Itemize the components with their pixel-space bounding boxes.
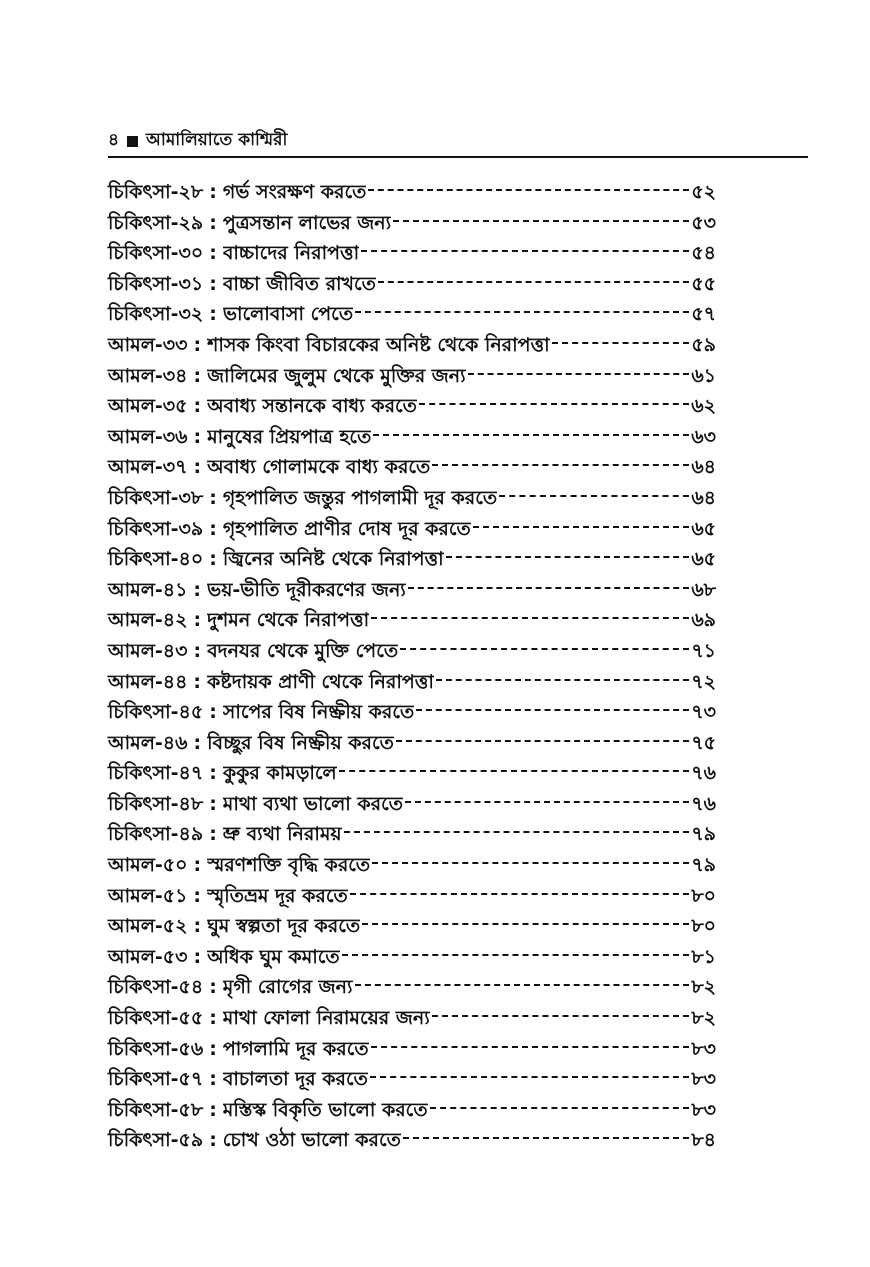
toc-entry-page: ৭৩ <box>691 701 716 724</box>
toc-entry-page: ৬৫ <box>691 548 716 571</box>
toc-entry-label: চিকিৎসা-৫৭ <box>108 1068 204 1091</box>
toc-entry-label: আমল-৪১ <box>108 578 188 601</box>
toc-separator: : <box>209 303 217 326</box>
toc-entry-page: ৭৯ <box>691 854 716 877</box>
toc-entry-title: মস্তিস্ক বিকৃতি ভালো করতে <box>222 1098 428 1121</box>
toc-entry-title: অধিক ঘুম কমাতে <box>207 945 340 968</box>
toc-separator: : <box>193 854 202 877</box>
toc-entry-title: কষ্টদায়ক প্রাণী থেকে নিরাপত্তা <box>207 670 434 693</box>
toc-entry <box>108 423 716 454</box>
toc-separator: : <box>209 242 217 265</box>
toc-entry <box>108 331 716 362</box>
toc-entry <box>108 239 716 270</box>
toc-entry-page: ৭৬ <box>691 792 716 815</box>
toc-entry-page: ৬৪ <box>691 486 716 509</box>
toc-entry <box>108 453 716 484</box>
dash-leader <box>430 1107 690 1109</box>
dash-leader <box>361 250 689 252</box>
toc-entry-page: ৮৩ <box>691 1068 716 1091</box>
toc-entry <box>108 178 716 209</box>
toc-entry <box>108 759 716 790</box>
toc-separator: : <box>209 1098 217 1121</box>
toc-separator: : <box>209 1129 217 1152</box>
toc-entry-page: ৫৩ <box>691 211 716 234</box>
toc-entry-title: মাথা ব্যথা ভালো করতে <box>222 792 404 815</box>
toc-entry-label: চিকিৎসা-৩২ <box>108 303 204 326</box>
toc-separator: : <box>209 548 217 571</box>
toc-entry-title: গৃহপালিত জন্তুর পাগলামী দূর করতে <box>222 486 498 509</box>
toc-entry-page: ৬৮ <box>691 578 716 601</box>
dash-leader <box>368 189 689 191</box>
toc-entry-title: অবাধ্য গোলামকে বাধ্য করতে <box>207 456 431 479</box>
toc-entry <box>108 882 716 913</box>
toc-entry-label: আমল-৩৬ <box>108 425 188 448</box>
toc-entry-page: ৮১ <box>691 945 716 968</box>
toc-entry <box>108 1035 716 1066</box>
toc-entry-page: ৮০ <box>691 884 716 907</box>
toc-entry-page: ৬১ <box>691 364 716 387</box>
dash-leader <box>432 1015 690 1017</box>
toc-entry-label: চিকিৎসা-৫৮ <box>108 1098 204 1121</box>
toc-entry <box>108 1004 716 1035</box>
header-rule <box>108 156 808 158</box>
toc-entry-title: স্মরণশক্তি বৃদ্ধি করতে <box>207 854 371 877</box>
dash-leader <box>405 801 689 803</box>
toc-entry-label: চিকিৎসা-৪০ <box>108 548 204 571</box>
toc-entry-label: চিকিৎসা-৪৫ <box>108 701 204 724</box>
toc-separator: : <box>209 181 217 203</box>
toc-entry-label: আমল-৫০ <box>108 854 188 877</box>
toc-separator: : <box>193 425 202 448</box>
toc-entry <box>108 637 716 668</box>
toc-separator: : <box>209 486 217 509</box>
toc-entry-label: চিকিৎসা-৫৪ <box>108 976 204 999</box>
dash-leader <box>468 373 690 375</box>
toc-entry-label: আমল-৩৭ <box>108 456 188 479</box>
toc-entry <box>108 943 716 974</box>
page-number: ৪ <box>108 130 120 150</box>
toc-entry-page: ৬৩ <box>691 425 716 448</box>
toc-entry-page: ৫৪ <box>691 242 716 265</box>
toc-separator: : <box>209 792 217 815</box>
toc-separator: : <box>209 976 217 999</box>
toc-separator: : <box>193 395 202 418</box>
dash-leader <box>362 923 689 925</box>
dash-leader <box>400 648 689 650</box>
toc-entry <box>108 912 716 943</box>
toc-entry-page: ৫২ <box>691 181 716 203</box>
dash-leader <box>416 709 689 711</box>
toc-entry-title: ভয়-ভীতি দূরীকরণের জন্য <box>207 578 406 601</box>
toc-separator: : <box>209 1068 217 1091</box>
toc-entry <box>108 515 716 546</box>
toc-separator: : <box>193 945 202 968</box>
book-title: আমালিয়াতে কাশ্মিরী <box>146 130 288 150</box>
toc-entry-page: ৮২ <box>691 976 716 999</box>
toc-entry-title: ভ্রু ব্যথা নিরাময় <box>222 823 342 846</box>
toc-entry-title: মৃগী রোগের জন্য <box>222 976 353 999</box>
toc-entry <box>108 484 716 515</box>
toc-entry-title: কুকুর কামড়ালে <box>222 762 337 785</box>
toc-entry-page: ৮৩ <box>691 1098 716 1121</box>
dash-leader <box>499 495 689 497</box>
toc-separator: : <box>193 731 202 754</box>
toc-entry-page: ৭২ <box>691 670 716 693</box>
toc-entry <box>108 668 716 699</box>
dash-leader <box>396 740 689 742</box>
toc-entry-title: জ্বিনের অনিষ্ট থেকে নিরাপত্তা <box>222 548 444 571</box>
toc-entry-label: আমল-৪৪ <box>108 670 188 693</box>
toc-entry-title: বাচ্চাদের নিরাপত্তা <box>222 242 360 265</box>
toc-entry <box>108 392 716 423</box>
toc-entry-page: ৫৭ <box>691 303 716 326</box>
toc-entry-title: পুত্রসন্তান লাভের জন্য <box>222 211 392 234</box>
toc-entry-page: ৬৪ <box>691 456 716 479</box>
toc-entry-label: আমল-৫১ <box>108 884 188 907</box>
toc-entry-page: ৬৫ <box>691 517 716 540</box>
toc-entry-page: ৭৯ <box>691 823 716 846</box>
toc-entry-label: চিকিৎসা-৪৭ <box>108 762 204 785</box>
toc-entry <box>108 698 716 729</box>
toc-entry-page: ৭৬ <box>691 762 716 785</box>
dash-leader <box>473 526 690 528</box>
toc-entry-title: জালিমের জুলুম থেকে মুক্তির জন্য <box>207 364 466 387</box>
toc-entry-page: ৫৯ <box>691 333 716 356</box>
dash-leader <box>378 281 689 283</box>
toc-entry-title: চোখ ওঠা ভালো করতে <box>222 1129 401 1152</box>
dash-leader <box>372 862 689 864</box>
toc-entry <box>108 300 716 331</box>
toc-entry-label: আমল-৩৪ <box>108 364 188 387</box>
toc-entry <box>108 1065 716 1096</box>
toc-entry-title: দুশমন থেকে নিরাপত্তা <box>207 609 370 632</box>
toc-entry-label: আমল-৪৬ <box>108 731 188 754</box>
toc-entry-label: চিকিৎসা-৫৯ <box>108 1129 204 1152</box>
toc-entry <box>108 606 716 637</box>
toc-separator: : <box>193 609 202 632</box>
toc-entry-label: আমল-৩৩ <box>108 333 188 356</box>
toc-entry-title: বদনযর থেকে মুক্তি পেতে <box>207 639 399 662</box>
toc-entry-label: চিকিৎসা-৫৫ <box>108 1007 204 1030</box>
toc-separator: : <box>209 762 217 785</box>
toc-entry-title: গৃহপালিত প্রাণীর দোষ দূর করতে <box>222 517 471 540</box>
toc-entry-title: বিচ্ছুর বিষ নিষ্ক্রীয় করতে <box>207 731 394 754</box>
toc-separator: : <box>193 456 202 479</box>
toc-separator: : <box>209 211 217 234</box>
toc-entry-page: ৮৩ <box>691 1037 716 1060</box>
toc-entry <box>108 1096 716 1127</box>
toc-entry-label: আমল-৫৩ <box>108 945 188 968</box>
toc-separator: : <box>193 333 202 356</box>
dash-leader <box>432 464 689 466</box>
toc-separator: : <box>193 884 202 907</box>
dash-leader <box>371 617 689 619</box>
dash-leader <box>419 403 689 405</box>
toc-separator: : <box>209 1037 217 1060</box>
toc-entry-page: ৮৪ <box>691 1129 716 1152</box>
toc-entry-title: পাগলামি দূর করতে <box>222 1037 369 1060</box>
toc-entry-title: বাচ্চা জীবিত রাখতে <box>222 272 376 295</box>
toc-entry <box>108 576 716 607</box>
dash-leader <box>446 556 690 558</box>
toc-separator: : <box>209 1007 217 1030</box>
dash-leader <box>373 434 689 436</box>
toc-entry-label: আমল-৪২ <box>108 609 188 632</box>
toc-entry <box>108 1126 716 1157</box>
dash-leader <box>552 342 690 344</box>
toc-entry-label: চিকিৎসা-৪৯ <box>108 823 204 846</box>
toc-separator: : <box>209 701 217 724</box>
toc-entry-page: ৭১ <box>691 639 716 662</box>
toc-entry-label: আমল-৫২ <box>108 915 188 938</box>
page-header <box>108 128 808 154</box>
toc-entry-label: চিকিৎসা-২৮ <box>108 181 204 203</box>
toc-entry-label: চিকিৎসা-৩১ <box>108 272 204 295</box>
dash-leader <box>355 984 690 986</box>
dash-leader <box>436 679 689 681</box>
toc-separator: : <box>193 639 202 662</box>
dash-leader <box>408 587 689 589</box>
dash-leader <box>355 311 689 313</box>
toc-entry-title: ভালোবাসা পেতে <box>222 303 354 326</box>
toc-separator: : <box>193 670 202 693</box>
table-of-contents <box>108 178 716 1157</box>
toc-entry <box>108 729 716 760</box>
toc-entry-label: চিকিৎসা-৩৯ <box>108 517 204 540</box>
toc-entry-label: আমল-৩৫ <box>108 395 188 418</box>
toc-entry-title: সাপের বিষ নিষ্ক্রীয় করতে <box>222 701 415 724</box>
toc-entry-title: মানুষের প্রিয়পাত্র হতে <box>207 425 372 448</box>
toc-separator: : <box>193 364 202 387</box>
toc-entry <box>108 851 716 882</box>
toc-entry <box>108 362 716 393</box>
toc-entry-page: ৫৫ <box>691 272 716 295</box>
toc-entry-page: ৭৫ <box>691 731 716 754</box>
toc-entry-page: ৮০ <box>691 915 716 938</box>
toc-entry <box>108 270 716 301</box>
toc-separator: : <box>193 915 202 938</box>
toc-separator: : <box>209 517 217 540</box>
dash-leader <box>393 220 689 222</box>
toc-separator: : <box>209 823 217 846</box>
toc-entry-title: অবাধ্য সন্তানকে বাধ্য করতে <box>207 395 417 418</box>
dash-leader <box>342 954 690 956</box>
toc-entry-page: ৬৯ <box>691 609 716 632</box>
toc-entry <box>108 209 716 240</box>
toc-entry-label: চিকিৎসা-৫৬ <box>108 1037 204 1060</box>
dash-leader <box>403 1137 689 1139</box>
toc-entry <box>108 545 716 576</box>
toc-entry <box>108 973 716 1004</box>
toc-entry-label: চিকিৎসা-২৯ <box>108 211 204 234</box>
toc-entry-label: আমল-৪৩ <box>108 639 188 662</box>
toc-entry-title: গর্ভ সংরক্ষণ করতে <box>222 181 367 203</box>
toc-entry-title: ঘুম স্বল্পতা দূর করতে <box>207 915 361 938</box>
toc-entry <box>108 820 716 851</box>
toc-separator: : <box>193 578 202 601</box>
toc-entry-label: চিকিৎসা-৩০ <box>108 242 204 265</box>
toc-entry-title: মাথা ফোলা নিরাময়ের জন্য <box>222 1007 430 1030</box>
toc-entry-title: বাচালতা দূর করতে <box>222 1068 368 1091</box>
toc-entry-label: চিকিৎসা-৪৮ <box>108 792 204 815</box>
toc-entry-page: ৬২ <box>691 395 716 418</box>
toc-entry-title: শাসক কিংবা বিচারকের অনিষ্ট থেকে নিরাপত্তা <box>207 333 550 356</box>
toc-entry-page: ৮২ <box>691 1007 716 1030</box>
dash-leader <box>350 893 690 895</box>
toc-entry <box>108 790 716 821</box>
toc-entry-label: চিকিৎসা-৩৮ <box>108 486 204 509</box>
toc-entry-title: স্মৃতিভ্রম দূর করতে <box>207 884 348 907</box>
dash-leader <box>371 1046 690 1048</box>
dash-leader <box>344 831 690 833</box>
dash-leader <box>339 770 690 772</box>
toc-separator: : <box>209 272 217 295</box>
square-bullet-icon <box>127 136 138 147</box>
dash-leader <box>370 1076 689 1078</box>
